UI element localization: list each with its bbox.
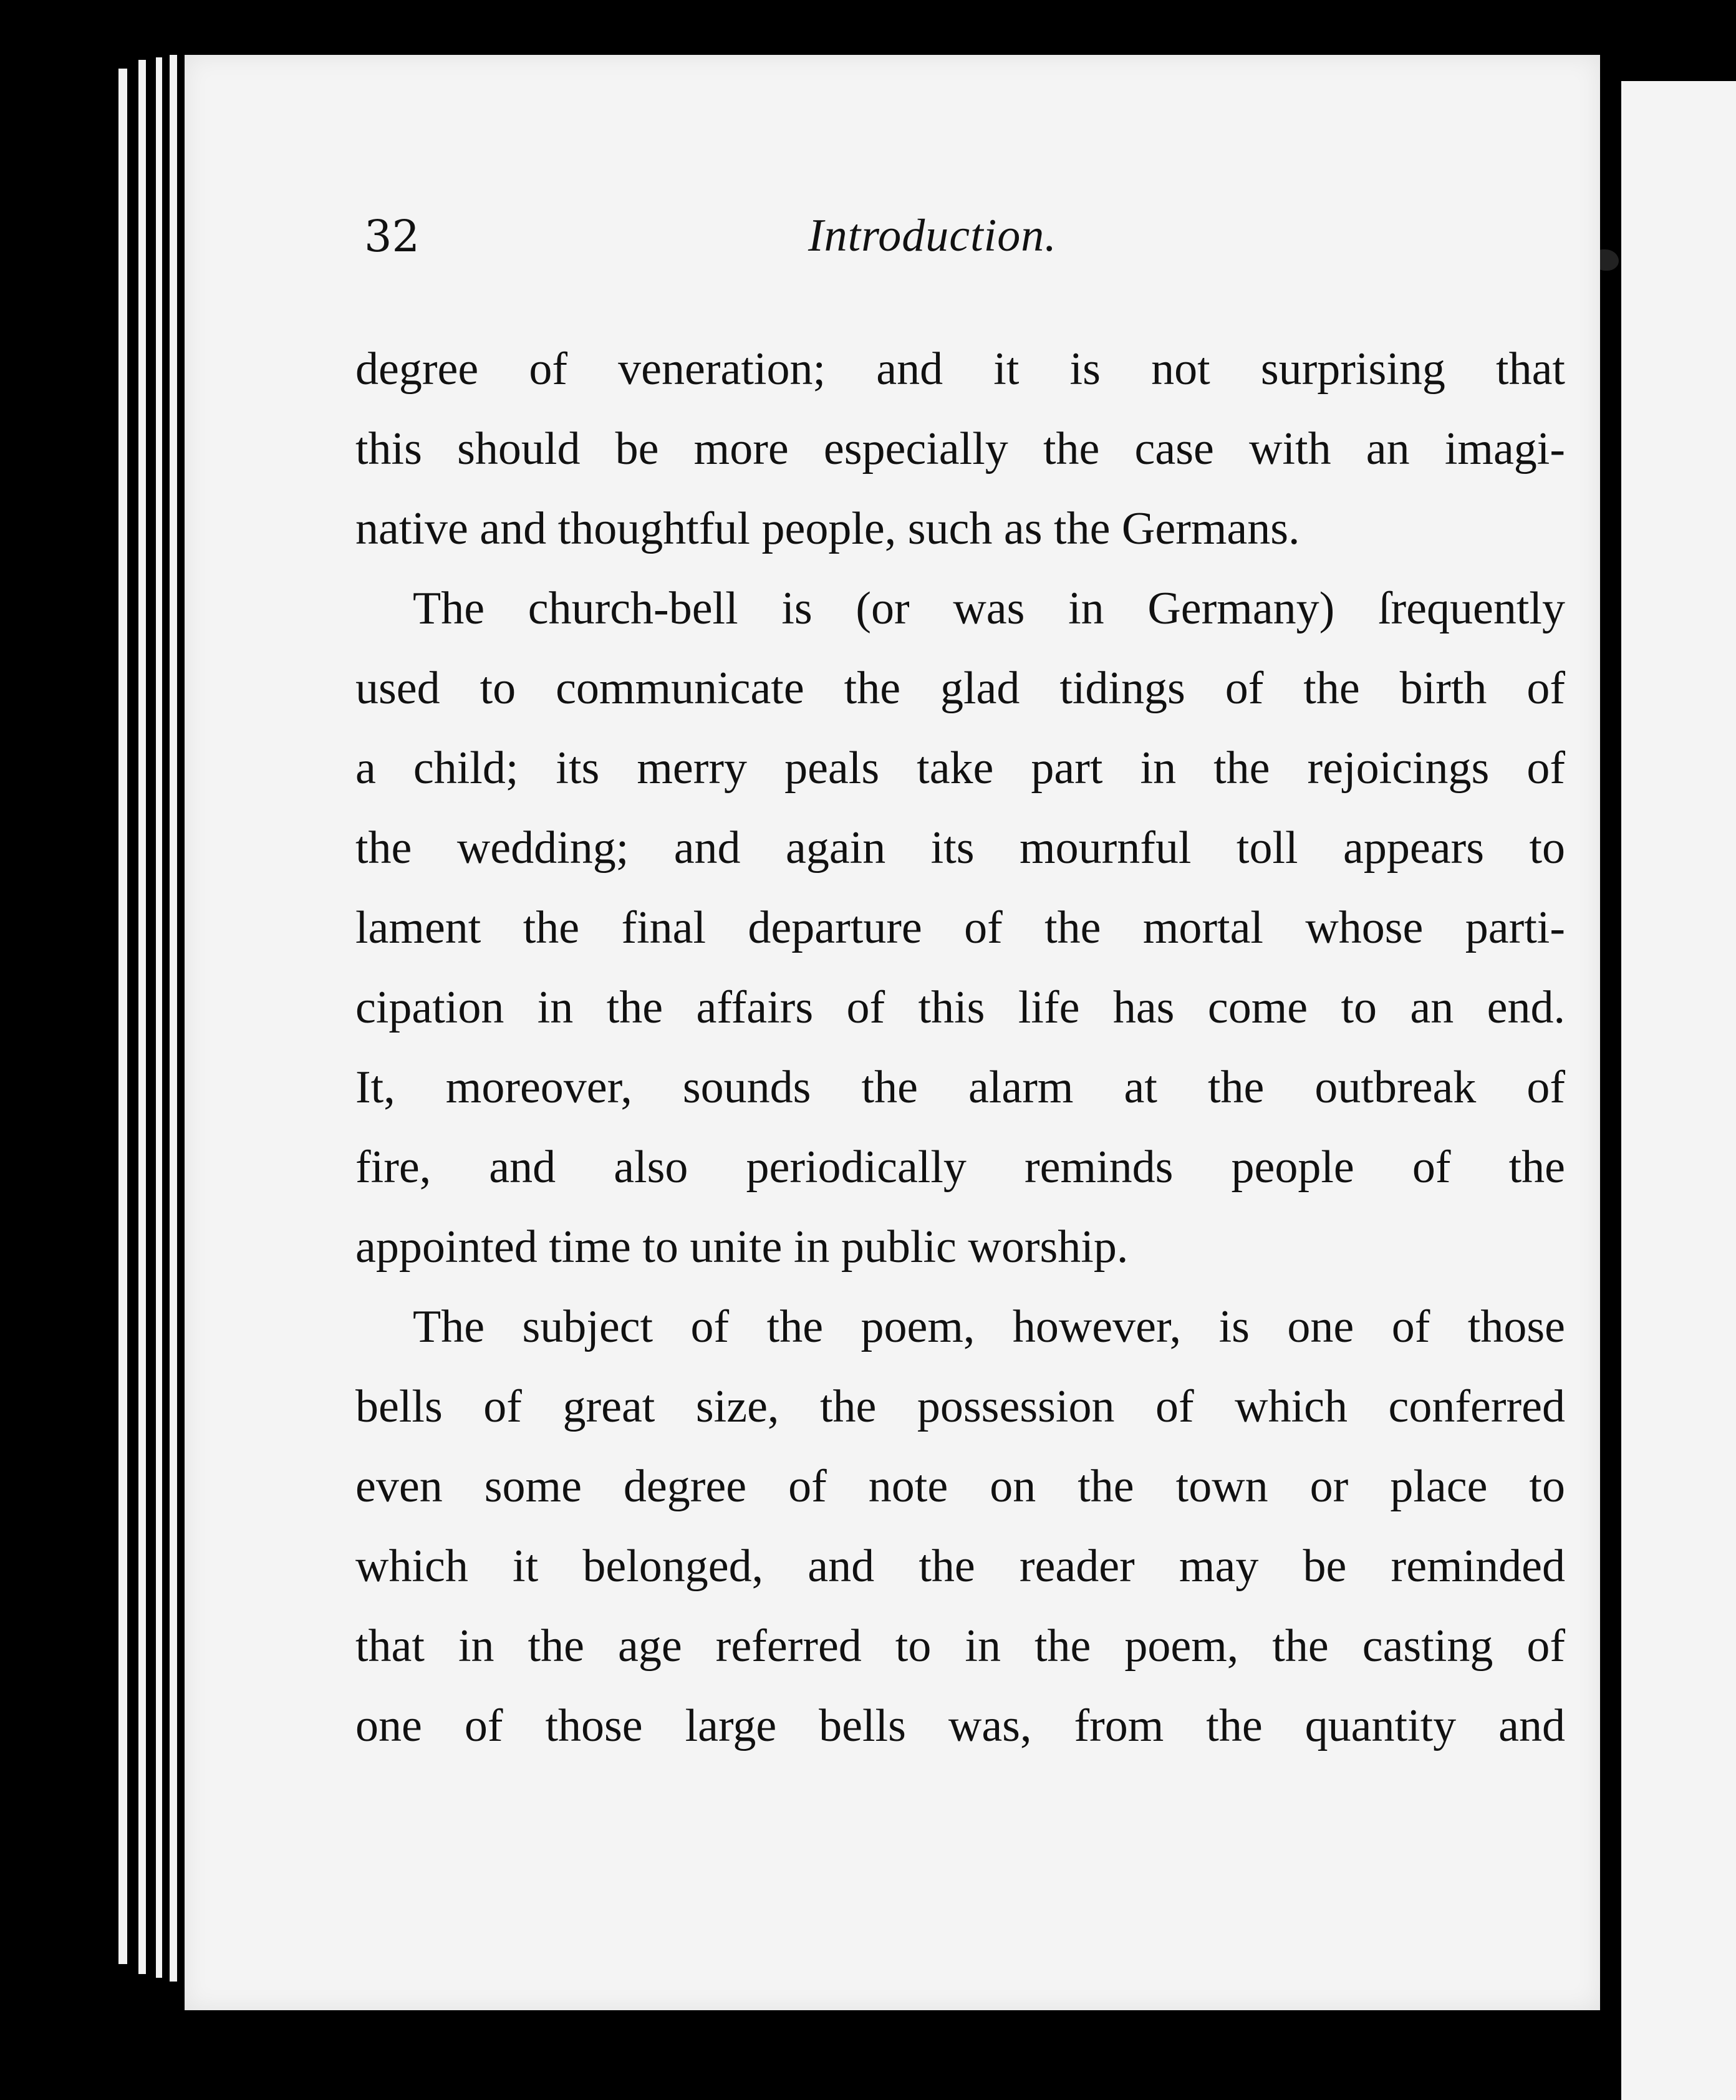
page-edge <box>170 55 177 1982</box>
text-line: bells of great size, the possession of which conferred <box>355 1381 1565 1432</box>
text-line: cipation in the affairs of this life has come to an end. <box>355 982 1565 1033</box>
text-line: the wedding; and again its mournful toll appears to <box>355 822 1565 874</box>
body-text <box>355 329 1565 1766</box>
text-line: used to communicate the glad tidings of the birth of <box>355 663 1565 714</box>
text-line: even some degree of note on the town or place to <box>355 1461 1565 1512</box>
text-line: that in the age referred to in the poem, the casting of <box>355 1621 1565 1672</box>
text-line: native and thoughtful people, such as the Germans. <box>355 503 1300 554</box>
facing-page <box>1621 81 1736 2100</box>
text-line: The church-bell is (or was in Germany) ſrequently <box>413 583 1565 634</box>
text-line: The subject of the poem, however, is one of those <box>413 1301 1565 1352</box>
page-edge <box>156 57 162 1978</box>
text-line: degree of veneration; and it is not surprising that <box>355 344 1565 395</box>
page-edge <box>138 60 146 1974</box>
page-edge <box>118 69 127 1964</box>
text-line: appointed time to unite in public worship. <box>355 1221 1129 1273</box>
text-line: fire, and also periodically reminds people of the <box>355 1142 1565 1193</box>
text-line: which it belonged, and the reader may be reminded <box>355 1541 1565 1592</box>
text-line: one of those large bells was, from the quantity and <box>355 1700 1565 1751</box>
text-line: lament the final departure of the mortal whose parti- <box>355 902 1565 953</box>
running-title: Introduction. <box>808 210 1057 261</box>
text-line: this should be more especially the case with an imagi- <box>355 423 1565 474</box>
text-line: It, moreover, sounds the alarm at the outbreak of <box>355 1062 1565 1113</box>
page-number: 32 <box>364 211 420 262</box>
book-page <box>185 55 1600 2010</box>
text-line: a child; its merry peals take part in the rejoicings of <box>355 743 1565 794</box>
